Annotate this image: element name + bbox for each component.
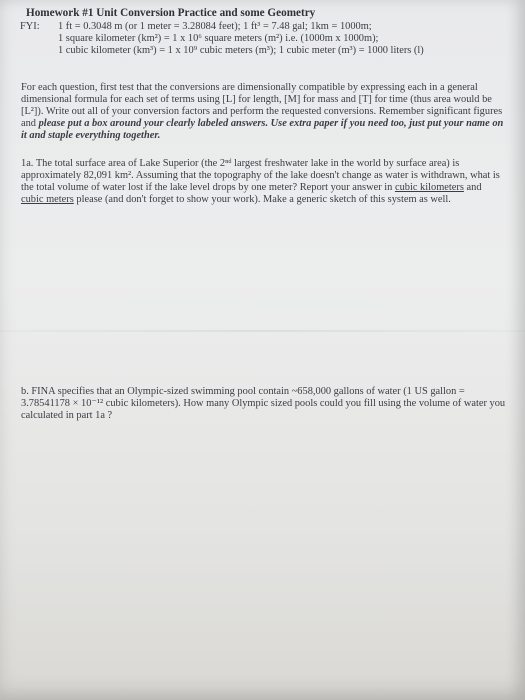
fyi-label: FYI: — [20, 21, 40, 32]
unit-cubic-kilometers: cubic kilometers — [394, 181, 464, 193]
fyi-conversion-facts — [20, 21, 500, 57]
paper-fold — [0, 330, 525, 332]
instructions-paragraph — [21, 82, 507, 142]
question-1a — [21, 158, 505, 206]
unit-cubic-meters: cubic meters — [21, 193, 74, 205]
question-1a-text-start: 1a. The total surface area of Lake Superior (the 2ⁿᵈ largest freshwater lake in the world by surface area) is approximately 82,091 km². Assuming that the topography of the lake doesn't change as water is withdrawn, what is the total volume of water lost if the lake level drops by one meter? Report your answer in — [21, 158, 500, 193]
instructions-text: For each question, first test that the conversions are dimensionally compatible by expressing each in a general dimensional formula for each set of terms using [L] for length, [M] for mass and [T] for time (thus area would be [L²]). Write out all of your conversion factors and perform the requested conversions. Remember significant figures and — [21, 82, 503, 129]
homework-title: Homework #1 Unit Conversion Practice and some Geometry — [26, 7, 316, 19]
conjunction-and: and — [463, 181, 482, 193]
fyi-line-1: 1 ft = 0.3048 m (or 1 meter = 3.28084 feet); 1 ft³ = 7.48 gal; 1km = 1000m; — [58, 21, 372, 32]
fyi-row-3 — [20, 45, 500, 57]
fyi-row-2 — [20, 33, 500, 45]
question-1b — [21, 386, 507, 422]
question-1a-text-end: please (and don't forget to show your work). Make a generic sketch of this system as well. — [73, 193, 451, 205]
fyi-line-3: 1 cubic kilometer (km³) = 1 x 10⁹ cubic meters (m³); 1 cubic meter (m³) = 1000 liters (l) — [58, 44, 424, 56]
fyi-row-1 — [20, 21, 500, 33]
fyi-line-2: 1 square kilometer (km²) = 1 x 10⁶ square meters (m²) i.e. (1000m x 1000m); — [58, 32, 379, 44]
instructions-emphasis: please put a box around your clearly labeled answers. Use extra paper if you need too, just put your name on it and staple everything together. — [21, 117, 504, 141]
question-1b-text: b. FINA specifies that an Olympic-sized swimming pool contain ~658,000 gallons of water (1 US gallon = 3.78541178 × 10⁻¹² cubic kilometers). How many Olympic sized pools could you fill using the volume of water you calculated in part 1a ? — [21, 386, 506, 421]
